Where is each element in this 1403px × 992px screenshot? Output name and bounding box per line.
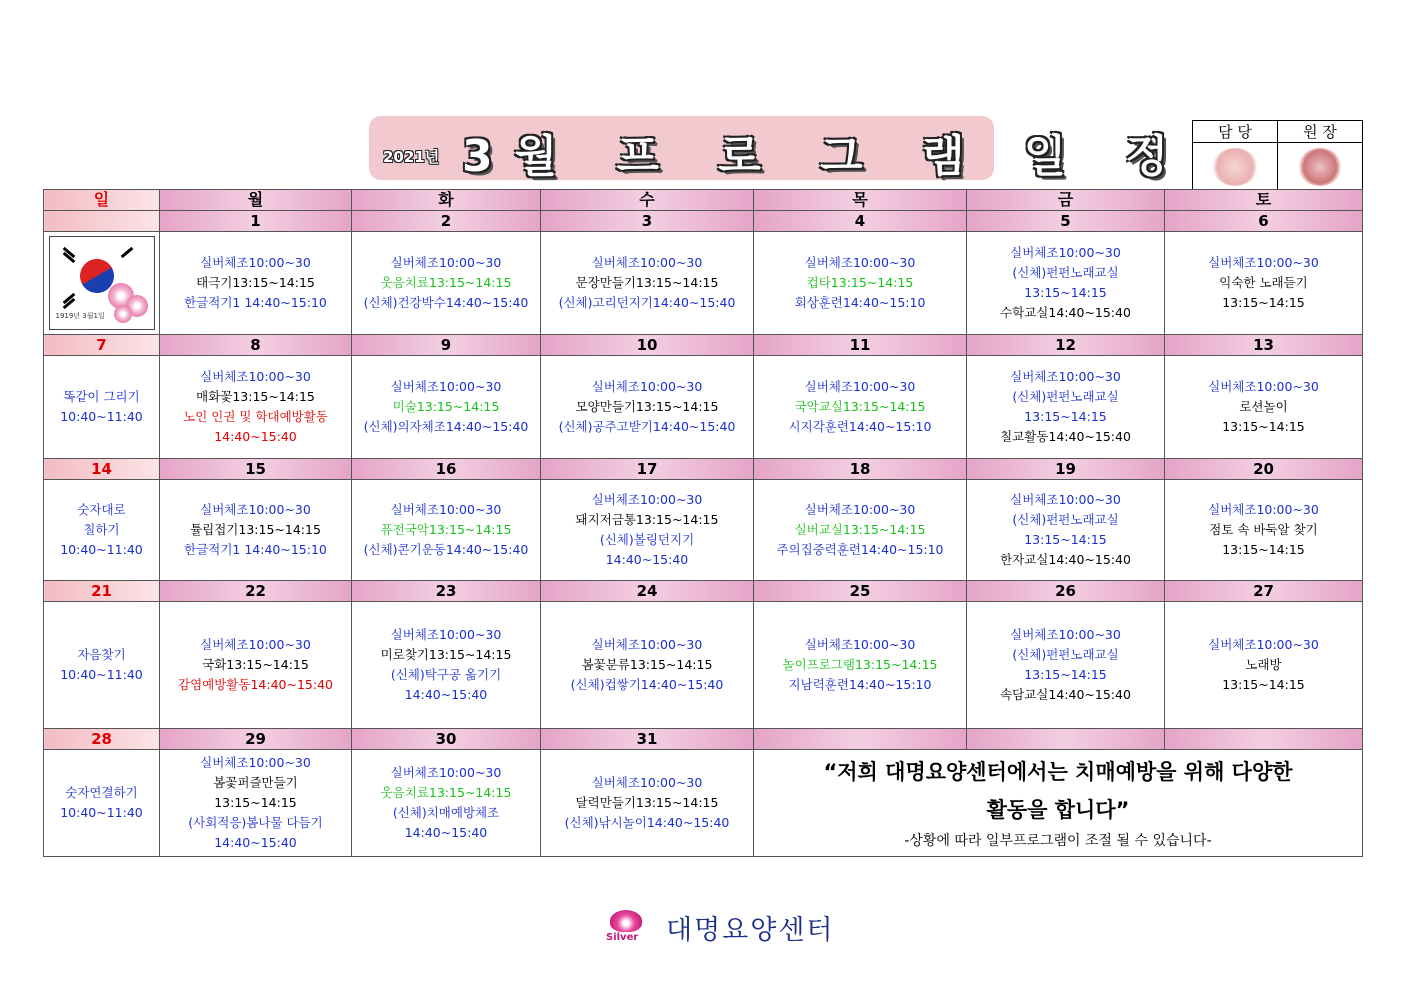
activity-line: 실버체조10:00~30 bbox=[1010, 245, 1121, 260]
approval-box bbox=[1192, 120, 1363, 191]
day-cell bbox=[160, 750, 352, 857]
activity-line: 한글적기1 14:40~15:10 bbox=[184, 295, 327, 310]
activity-line: (신체)탁구공 옮기기 bbox=[390, 667, 502, 682]
activity-line: 실버체조10:00~30 bbox=[1208, 379, 1319, 394]
day-cell bbox=[967, 480, 1165, 581]
weekday-fri: 금 bbox=[967, 190, 1165, 211]
date-number: 7 bbox=[44, 335, 160, 356]
activity-line: (신체)고리던지기14:40~15:40 bbox=[558, 295, 736, 310]
activity-line: 시지각훈련14:40~15:10 bbox=[788, 419, 932, 434]
weekday-sat: 토 bbox=[1165, 190, 1363, 211]
activity-row bbox=[44, 602, 1363, 729]
activity-line: 매화꽃13:15~14:15 bbox=[196, 389, 315, 404]
day-cell bbox=[541, 480, 754, 581]
day-cell bbox=[1165, 602, 1363, 729]
activity-line: 미로찾기13:15~14:15 bbox=[380, 647, 512, 662]
day-cell bbox=[967, 232, 1165, 335]
activity-line: 로션놀이 bbox=[1239, 399, 1288, 414]
date-number: 11 bbox=[754, 335, 967, 356]
notice-line-2: 활동을 합니다” bbox=[986, 798, 1130, 822]
seal-icon bbox=[1297, 148, 1343, 186]
approval-staff-label: 담 당 bbox=[1193, 121, 1278, 143]
activity-line: 실버체조10:00~30 bbox=[591, 255, 703, 270]
activity-line: 실버체조10:00~30 bbox=[1010, 492, 1121, 507]
date-number: 6 bbox=[1165, 211, 1363, 232]
activity-line: 실버체조10:00~30 bbox=[804, 255, 916, 270]
activity-line: 실버체조10:00~30 bbox=[1208, 637, 1319, 652]
activity-line: 한글적기1 14:40~15:10 bbox=[184, 542, 327, 557]
date-number: 29 bbox=[160, 729, 352, 750]
date-number bbox=[1165, 729, 1363, 750]
silver-logo bbox=[604, 910, 650, 946]
date-number: 14 bbox=[44, 459, 160, 480]
activity-line: 칠교활동14:40~15:40 bbox=[1000, 429, 1131, 444]
date-number: 12 bbox=[967, 335, 1165, 356]
activity-line: 태극기13:15~14:15 bbox=[196, 275, 315, 290]
activity-line: 10:40~11:40 bbox=[60, 542, 143, 557]
activity-line: 웃음치료13:15~14:15 bbox=[380, 785, 512, 800]
activity-line: 실버체조10:00~30 bbox=[804, 502, 916, 517]
activity-line: (신체)치매예방체조 bbox=[392, 805, 500, 820]
weekday-tue: 화 bbox=[352, 190, 541, 211]
day-cell bbox=[44, 480, 160, 581]
activity-line: 13:15~14:15 bbox=[214, 795, 297, 810]
day-cell bbox=[754, 602, 967, 729]
day-cell bbox=[1165, 356, 1363, 459]
activity-line: 실버체조10:00~30 bbox=[591, 492, 703, 507]
weekday-wed: 수 bbox=[541, 190, 754, 211]
date-number: 21 bbox=[44, 581, 160, 602]
activity-row bbox=[44, 356, 1363, 459]
center-name: 대명요양센터 bbox=[666, 915, 835, 946]
activity-line: 실버체조10:00~30 bbox=[1208, 502, 1319, 517]
weekday-thu: 목 bbox=[754, 190, 967, 211]
activity-line: 노인 인권 및 학대예방활동 bbox=[183, 409, 328, 424]
activity-line: 14:40~15:40 bbox=[214, 429, 297, 444]
activity-line: 13:15~14:15 bbox=[1024, 532, 1107, 547]
activity-line: 실버체조10:00~30 bbox=[200, 255, 311, 270]
activity-line: 실버체조10:00~30 bbox=[1208, 255, 1319, 270]
activity-line: 달력만들기13:15~14:15 bbox=[575, 795, 719, 810]
activity-line: 실버체조10:00~30 bbox=[200, 369, 311, 384]
activity-line: 봄꽃분류13:15~14:15 bbox=[581, 657, 713, 672]
activity-line: (신체)공주고받기14:40~15:40 bbox=[558, 419, 736, 434]
day-cell bbox=[160, 480, 352, 581]
date-number: 28 bbox=[44, 729, 160, 750]
approval-director-label: 원 장 bbox=[1278, 121, 1363, 143]
activity-line: 미술13:15~14:15 bbox=[392, 399, 500, 414]
date-number: 17 bbox=[541, 459, 754, 480]
day-cell bbox=[754, 356, 967, 459]
date-number: 19 bbox=[967, 459, 1165, 480]
date-number: 18 bbox=[754, 459, 967, 480]
date-number bbox=[967, 729, 1165, 750]
activity-line: 13:15~14:15 bbox=[1222, 677, 1305, 692]
date-number: 10 bbox=[541, 335, 754, 356]
date-number: 3 bbox=[541, 211, 754, 232]
day-cell bbox=[541, 232, 754, 335]
footer-brand bbox=[604, 908, 904, 948]
date-number: 22 bbox=[160, 581, 352, 602]
activity-line: 13:15~14:15 bbox=[1222, 419, 1305, 434]
day-cell bbox=[1165, 480, 1363, 581]
activity-line: 실버체조10:00~30 bbox=[591, 775, 703, 790]
activity-line: 숫자대로 bbox=[77, 502, 126, 517]
activity-line: (신체)펀펀노래교실 bbox=[1012, 389, 1119, 404]
weekday-header-row bbox=[44, 190, 1363, 211]
day-cell bbox=[352, 356, 541, 459]
activity-line: 퓨전국악13:15~14:15 bbox=[380, 522, 512, 537]
date-number: 23 bbox=[352, 581, 541, 602]
activity-line: 웃음치료13:15~14:15 bbox=[380, 275, 512, 290]
activity-line: 놀이프로그램13:15~14:15 bbox=[782, 657, 938, 672]
day-cell bbox=[44, 750, 160, 857]
day-cell bbox=[352, 750, 541, 857]
activity-line: 칠하기 bbox=[83, 522, 120, 537]
date-number: 26 bbox=[967, 581, 1165, 602]
activity-line: 컵타13:15~14:15 bbox=[806, 275, 914, 290]
activity-line: 튤립접기13:15~14:15 bbox=[190, 522, 321, 537]
activity-line: 실버체조10:00~30 bbox=[390, 379, 502, 394]
activity-row bbox=[44, 750, 1363, 857]
activity-line: 실버체조10:00~30 bbox=[200, 755, 311, 770]
activity-line: 실버체조10:00~30 bbox=[804, 379, 916, 394]
day-cell bbox=[754, 232, 967, 335]
korean-flag-image bbox=[49, 236, 155, 330]
date-row bbox=[44, 729, 1363, 750]
activity-line: (신체)펀펀노래교실 bbox=[1012, 647, 1119, 662]
page-title: 3월 프 로 그 램 일 정 bbox=[462, 131, 1191, 182]
activity-line: 10:40~11:40 bbox=[60, 409, 143, 424]
weekday-sun: 일 bbox=[44, 190, 160, 211]
logo-text: Silver bbox=[606, 932, 639, 943]
activity-line: 감염예방활동14:40~15:40 bbox=[178, 677, 333, 692]
activity-line: 10:40~11:40 bbox=[60, 805, 143, 820]
activity-line: 봄꽃퍼즐만들기 bbox=[213, 775, 298, 790]
activity-row bbox=[44, 232, 1363, 335]
seal-icon bbox=[1212, 148, 1258, 186]
activity-line: (신체)펀펀노래교실 bbox=[1012, 512, 1119, 527]
activity-line: 지남력훈련14:40~15:10 bbox=[788, 677, 932, 692]
activity-line: 회상훈련14:40~15:10 bbox=[794, 295, 926, 310]
activity-line: 14:40~15:40 bbox=[214, 835, 297, 850]
notice-note: -상황에 따라 일부프로그램이 조절 될 수 있습니다- bbox=[904, 833, 1212, 849]
activity-line: 수학교실14:40~15:40 bbox=[1000, 305, 1131, 320]
activity-line: (신체)낚시놀이14:40~15:40 bbox=[564, 815, 730, 830]
activity-line: 실버교실13:15~14:15 bbox=[794, 522, 926, 537]
schedule-calendar bbox=[43, 189, 1363, 857]
title-year: 2021년 bbox=[383, 148, 440, 166]
day-cell bbox=[160, 232, 352, 335]
activity-line: 자음찾기 bbox=[77, 647, 126, 662]
activity-line: 10:40~11:40 bbox=[60, 667, 143, 682]
day-cell bbox=[541, 602, 754, 729]
activity-line: 실버체조10:00~30 bbox=[390, 765, 502, 780]
flag-caption: 1919년 3월1일 bbox=[55, 312, 105, 320]
date-row bbox=[44, 581, 1363, 602]
activity-line: 14:40~15:40 bbox=[404, 687, 488, 702]
day-cell bbox=[541, 356, 754, 459]
activity-line: 실버체조10:00~30 bbox=[591, 637, 703, 652]
date-number: 13 bbox=[1165, 335, 1363, 356]
activity-line: (신체)건강박수14:40~15:40 bbox=[363, 295, 529, 310]
activity-line: 속담교실14:40~15:40 bbox=[1000, 687, 1131, 702]
day-cell bbox=[160, 356, 352, 459]
day-cell bbox=[44, 602, 160, 729]
activity-row bbox=[44, 480, 1363, 581]
date-row bbox=[44, 459, 1363, 480]
activity-line: 14:40~15:40 bbox=[404, 825, 488, 840]
activity-line: 실버체조10:00~30 bbox=[390, 627, 502, 642]
activity-line: 주의집중력훈련14:40~15:10 bbox=[776, 542, 944, 557]
day-cell bbox=[160, 602, 352, 729]
date-number: 15 bbox=[160, 459, 352, 480]
day-cell bbox=[352, 602, 541, 729]
day-cell bbox=[1165, 232, 1363, 335]
flower-icon bbox=[114, 305, 132, 323]
day-cell bbox=[352, 480, 541, 581]
date-number: 8 bbox=[160, 335, 352, 356]
activity-line: 국악교실13:15~14:15 bbox=[794, 399, 926, 414]
date-number: 5 bbox=[967, 211, 1165, 232]
activity-line: 똑같이 그리기 bbox=[63, 389, 140, 404]
activity-line: 13:15~14:15 bbox=[1222, 295, 1305, 310]
date-number: 20 bbox=[1165, 459, 1363, 480]
approval-director-seal bbox=[1278, 143, 1363, 191]
activity-line: 실버체조10:00~30 bbox=[1010, 627, 1121, 642]
activity-line: 노래방 bbox=[1245, 657, 1282, 672]
activity-line: 13:15~14:15 bbox=[1024, 667, 1107, 682]
activity-line: 13:15~14:15 bbox=[1024, 409, 1107, 424]
activity-line: (신체)컵쌓기14:40~15:40 bbox=[570, 677, 724, 692]
activity-line: 익숙한 노래듣기 bbox=[1219, 275, 1308, 290]
activity-line: (사회적응)봄나물 다듬기 bbox=[188, 815, 323, 830]
activity-line: 실버체조10:00~30 bbox=[591, 379, 703, 394]
activity-line: 돼지저금통13:15~14:15 bbox=[575, 512, 719, 527]
flower-icon bbox=[610, 910, 642, 932]
activity-line: 실버체조10:00~30 bbox=[804, 637, 916, 652]
date-number bbox=[754, 729, 967, 750]
day-cell bbox=[44, 356, 160, 459]
date-number: 9 bbox=[352, 335, 541, 356]
activity-line: 13:15~14:15 bbox=[1024, 285, 1107, 300]
activity-line: 실버체조10:00~30 bbox=[200, 502, 311, 517]
notice-line-1: “저희 대명요양센터에서는 치매예방을 위해 다양한 bbox=[823, 760, 1293, 784]
date-number: 16 bbox=[352, 459, 541, 480]
activity-line: 문장만들기13:15~14:15 bbox=[575, 275, 719, 290]
activity-line: 한자교실14:40~15:40 bbox=[1000, 552, 1131, 567]
activity-line: (신체)볼링던지기 bbox=[599, 532, 695, 547]
activity-line: 숫자연결하기 bbox=[65, 785, 138, 800]
activity-line: 실버체조10:00~30 bbox=[200, 637, 311, 652]
date-number: 4 bbox=[754, 211, 967, 232]
date-row bbox=[44, 211, 1363, 232]
day-cell bbox=[967, 356, 1165, 459]
activity-line: 14:40~15:40 bbox=[605, 552, 689, 567]
date-number: 2 bbox=[352, 211, 541, 232]
date-number bbox=[44, 211, 160, 232]
activity-line: (신체)펀펀노래교실 bbox=[1012, 265, 1119, 280]
date-number: 24 bbox=[541, 581, 754, 602]
day-cell bbox=[967, 602, 1165, 729]
activity-line: (신체)의자체조14:40~15:40 bbox=[363, 419, 529, 434]
weekday-mon: 월 bbox=[160, 190, 352, 211]
date-number: 31 bbox=[541, 729, 754, 750]
date-number: 1 bbox=[160, 211, 352, 232]
activity-line: 실버체조10:00~30 bbox=[390, 502, 502, 517]
date-number: 25 bbox=[754, 581, 967, 602]
activity-line: 실버체조10:00~30 bbox=[390, 255, 502, 270]
approval-staff-seal bbox=[1193, 143, 1278, 191]
activity-line: 모양만들기13:15~14:15 bbox=[575, 399, 719, 414]
date-number: 27 bbox=[1165, 581, 1363, 602]
activity-line: 국화13:15~14:15 bbox=[202, 657, 309, 672]
day-cell bbox=[541, 750, 754, 857]
day-cell bbox=[44, 232, 160, 335]
activity-line: (신체)콘기운동14:40~15:40 bbox=[363, 542, 529, 557]
date-row bbox=[44, 335, 1363, 356]
activity-line: 점토 속 바둑알 찾기 bbox=[1209, 522, 1318, 537]
activity-line: 13:15~14:15 bbox=[1222, 542, 1305, 557]
notice-message bbox=[754, 750, 1363, 857]
day-cell bbox=[352, 232, 541, 335]
date-number: 30 bbox=[352, 729, 541, 750]
day-cell bbox=[754, 480, 967, 581]
activity-line: 실버체조10:00~30 bbox=[1010, 369, 1121, 384]
